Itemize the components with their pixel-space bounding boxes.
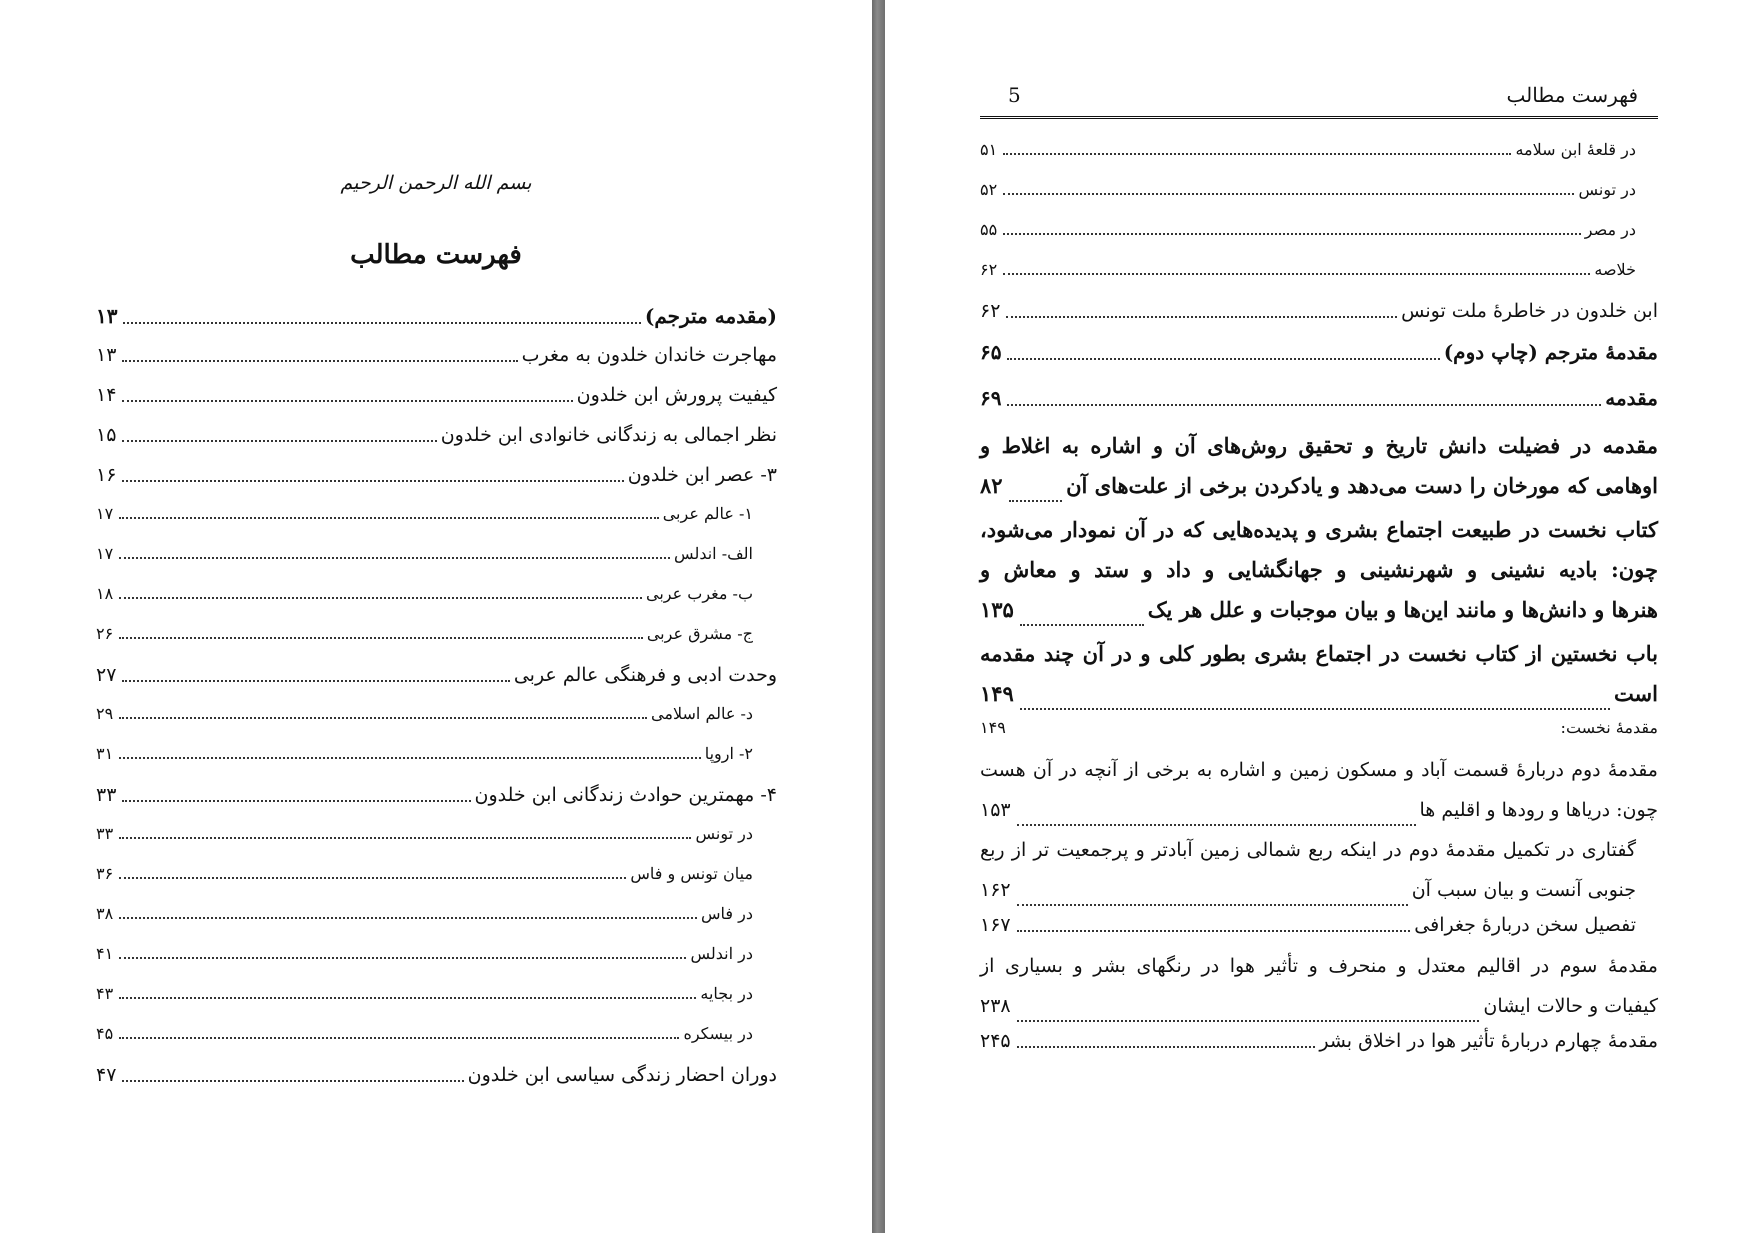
entry-page: ۶۲ [980,300,1001,322]
entry-title: ج- مشرق عربی [646,624,753,643]
toc-entry[interactable] [96,540,777,580]
entry-title: تفصیل سخن دربارهٔ جغرافی [1414,914,1636,936]
toc-entry[interactable] [980,634,1658,714]
entry-title: مهاجرت خاندان خلدون به مغرب [521,344,777,366]
book-gutter [872,0,885,1233]
toc-entry[interactable] [96,1060,777,1100]
toc-entry[interactable] [96,380,777,420]
entry-page: ۱۶ [96,464,117,486]
entry-page: ۱۸ [96,584,114,603]
toc-entry[interactable] [96,460,777,500]
toc-entry[interactable] [96,580,777,620]
entry-page: ۱۳۵ [980,597,1014,622]
entry-page: ۵۱ [980,140,998,159]
entry-page: ۱۴ [96,384,117,406]
toc-entry[interactable] [96,660,777,700]
toc-entry[interactable] [980,714,1658,750]
entry-page: ۱۳ [96,344,117,366]
page-title: فهرست مطالب [350,240,522,270]
entry-title: در تونس [695,824,753,843]
entry-title: در قلعهٔ ابن سلامه [1515,140,1636,159]
entry-title: نظر اجمالی به زندگانی خانوادی ابن خلدون [440,424,777,446]
entry-title: در اندلس [690,944,753,963]
entry-title: ۳- عصر ابن خلدون [627,464,777,486]
entry-page: ۳۳ [96,824,114,843]
entry-page: ۲۹ [96,704,114,723]
entry-title-line: مقدمهٔ دوم دربارهٔ قسمت آباد و مسکون زمین و اشاره به برخی از آنچه در آن هست [980,759,1658,781]
entry-page: ۱۶۲ [980,879,1011,901]
toc-entry[interactable] [980,296,1658,336]
entry-title: در مصر [1584,220,1636,239]
entry-page: ۴۵ [96,1024,114,1043]
running-title: فهرست مطالب [1506,83,1638,107]
toc-entry[interactable] [980,256,1658,296]
entry-title: د- عالم اسلامی [651,704,753,723]
basmala: بسم الله الرحمن الرحيم [340,172,532,194]
entry-title: در فاس [701,904,753,923]
entry-title: کیفیت پرورش ابن خلدون [576,384,777,406]
entry-title-line: است [1613,681,1658,706]
toc-entry[interactable] [980,176,1658,216]
entry-title: مقدمهٔ چهارم دربارهٔ تأثیر هوا در اخلاق بشر [1319,1030,1658,1052]
entry-page: ۳۸ [96,904,114,923]
entry-title: ابن خلدون در خاطرهٔ ملت تونس [1401,300,1658,322]
entry-page: ۸۲ [980,473,1003,498]
toc-left [96,300,777,1100]
entry-title: وحدت ادبی و فرهنگی عالم عربی [513,664,777,686]
entry-title-line: اوهامی که مورخان را دست می‌دهد و یادکردن برخی از علت‌های آن [1066,473,1658,498]
toc-entry[interactable] [96,420,777,460]
entry-title: دوران احضار زندگی سیاسی ابن خلدون [467,1064,777,1086]
entry-title: در بیسکره [683,1024,753,1043]
entry-page: ۵۲ [980,180,998,199]
entry-page: ۱۵ [96,424,117,446]
entry-title: ۴- مهمترین حوادث زندگانی ابن خلدون [474,784,777,806]
toc-entry[interactable] [980,910,1658,946]
toc-entry[interactable] [96,740,777,780]
toc-entry[interactable] [980,336,1658,382]
entry-title-line: هنرها و دانش‌ها و مانند این‌ها و بیان موجبات و علل هر یک [1147,597,1658,622]
toc-entry[interactable] [980,216,1658,256]
entry-page: ۶۵ [980,340,1002,364]
entry-page: ۲۷ [96,664,117,686]
toc-entry[interactable] [96,500,777,540]
entry-page: ۱۶۷ [980,914,1011,936]
entry-page: ۴۷ [96,1064,117,1086]
toc-entry[interactable] [96,820,777,860]
toc-entry[interactable] [96,1020,777,1060]
toc-entry[interactable] [980,426,1658,506]
entry-title: میان تونس و فاس [630,864,753,883]
toc-entry[interactable] [980,136,1658,176]
entry-title: ب- مغرب عربی [646,584,753,603]
toc-entry[interactable] [980,510,1658,630]
entry-title: ۲- اروپا [704,744,753,763]
entry-page: ۱۵۳ [980,799,1011,821]
entry-page: ۵۵ [980,220,998,239]
toc-entry[interactable] [96,340,777,380]
toc-entry[interactable] [96,900,777,940]
entry-title-line: کیفیات و حالات ایشان [1483,995,1658,1017]
entry-title: در بجایه [700,984,753,1003]
entry-page: ۱۷ [96,504,114,523]
entry-title: ۱- عالم عربی [662,504,753,523]
entry-title: در تونس [1578,180,1636,199]
entry-page: ۱۴۹ [980,718,1006,737]
entry-title: مقدمهٔ مترجم (چاپ دوم) [1443,340,1658,364]
toc-entry[interactable] [96,980,777,1020]
toc-entry[interactable] [980,946,1658,1026]
entry-title-line: مقدمه در فضیلت دانش تاریخ و تحقیق روش‌های آن و اشاره به اغلاط و [980,433,1658,458]
entry-title: (مقدمه مترجم) [644,304,777,328]
entry-title-line: گفتاری در تکمیل مقدمهٔ دوم در اینکه ربع شمالی زمین آبادتر و پرجمعیت تر از ربع [980,839,1636,861]
entry-title-line: مقدمهٔ سوم در اقالیم معتدل و منحرف و تأثیر هوا در رنگهای بشر و بسیاری از [980,955,1658,977]
entry-title-line: جنوبی آنست و بیان سبب آن [1411,879,1636,901]
entry-page: ۶۹ [980,386,1002,410]
entry-title: الف- اندلس [674,544,753,563]
entry-page: ۴۳ [96,984,114,1003]
toc-entry[interactable] [980,1026,1658,1066]
entry-page: ۱۳ [96,304,118,328]
entry-title: مقدمهٔ نخست: [1560,718,1658,737]
toc-entry[interactable] [96,620,777,660]
entry-page: ۲۶ [96,624,114,643]
entry-page: ۴۱ [96,944,114,963]
entry-page: ۳۳ [96,784,117,806]
page-number: 5 [1008,83,1021,107]
toc-entry[interactable] [980,830,1658,910]
toc-entry[interactable] [96,700,777,740]
toc-entry[interactable] [96,940,777,980]
entry-title: مقدمه [1605,386,1658,410]
toc-entry[interactable] [980,750,1658,830]
toc-entry[interactable] [96,860,777,900]
entry-page: ۱۴۹ [980,681,1014,706]
entry-title-line: کتاب نخست در طبیعت اجتماع بشری و پدیده‌هایی که در آن نمودار می‌شود، [980,517,1658,542]
entry-page: ۲۴۵ [980,1030,1011,1052]
toc-entry[interactable] [96,780,777,820]
entry-title-line: چون: بادیه نشینی و شهرنشینی و جهانگشایی و داد و ستد و معاش و [980,557,1658,582]
toc-right [980,136,1658,1066]
entry-page: ۳۶ [96,864,114,883]
entry-page: ۳۱ [96,744,114,763]
entry-page: ۶۲ [980,260,998,279]
toc-entry[interactable] [96,300,777,340]
entry-page: ۲۳۸ [980,995,1011,1017]
toc-entry[interactable] [980,382,1658,426]
entry-title: خلاصه [1594,260,1636,279]
entry-page: ۱۷ [96,544,114,563]
entry-title-line: چون: دریاها و رودها و اقلیم ها [1419,799,1658,821]
entry-title-line: باب نخستین از کتاب نخست در اجتماع بشری بطور کلی و در آن چند مقدمه [980,641,1658,666]
running-header [980,80,1658,119]
